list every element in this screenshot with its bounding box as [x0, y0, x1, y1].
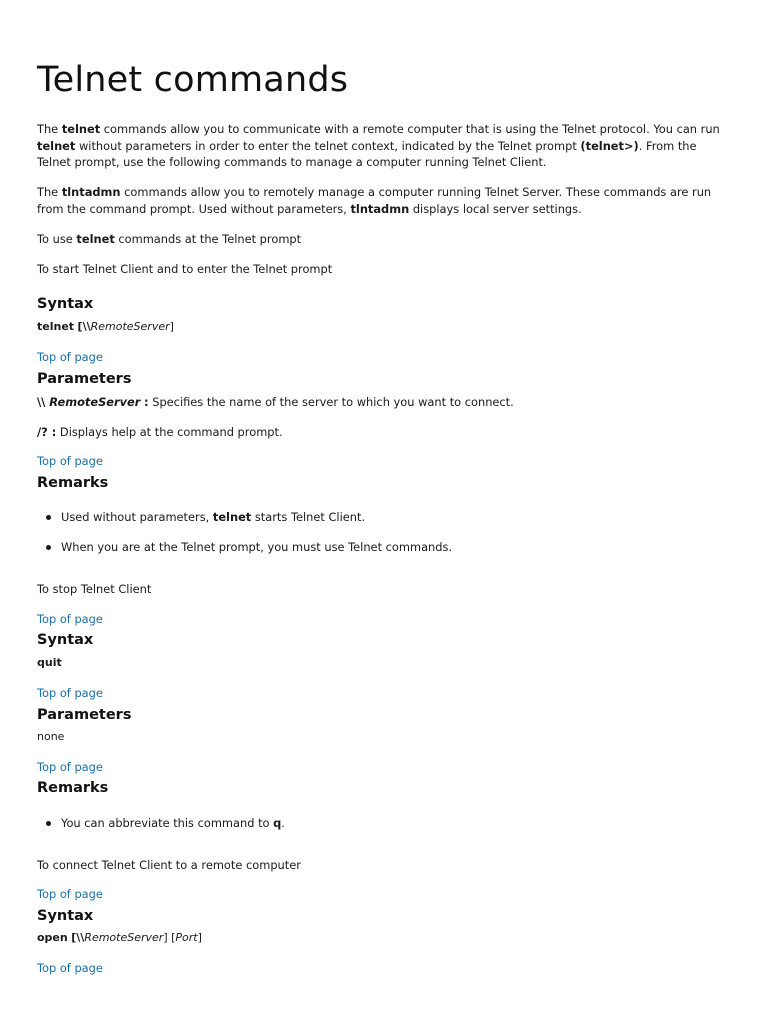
top-of-page-link[interactable]: Top of page: [37, 454, 103, 468]
remarks-heading: Remarks: [37, 475, 109, 491]
parameters-heading: Parameters: [37, 707, 132, 723]
syntax-heading: Syntax: [37, 632, 94, 648]
param-remote-server: \\ RemoteServer : Specifies the name of the server to which you want to connect.: [37, 395, 514, 409]
intro-use-telnet-commands: To use telnet commands at the Telnet prompt: [37, 232, 302, 246]
remark-list-item: Used without parameters, telnet starts Telnet Client.: [61, 510, 366, 524]
section-title-stop-client: To stop Telnet Client: [37, 582, 152, 596]
section-title-start-client: To start Telnet Client and to enter the Telnet prompt: [37, 262, 333, 276]
remarks-heading: Remarks: [37, 780, 109, 796]
section-title-connect: To connect Telnet Client to a remote computer: [37, 858, 301, 872]
remark-list-item: You can abbreviate this command to q.: [61, 816, 285, 830]
syntax-quit: quit: [37, 656, 62, 669]
parameters-heading: Parameters: [37, 371, 132, 387]
top-of-page-link[interactable]: Top of page: [37, 686, 103, 700]
top-of-page-link[interactable]: Top of page: [37, 887, 103, 901]
page-title: Telnet commands: [37, 60, 349, 100]
top-of-page-link[interactable]: Top of page: [37, 961, 103, 975]
top-of-page-link[interactable]: Top of page: [37, 612, 103, 626]
param-help: /? : Displays help at the command prompt.: [37, 425, 283, 439]
intro-paragraph-telnet: The telnet commands allow you to communicate with a remote computer that is using the Telnet protocol. You can run telnet without parameters in order to enter the telnet context, indicated by the Telnet prompt (telnet>). From the Telnet prompt, use the following commands to manage a computer running Telnet Client.: [37, 122, 720, 170]
intro-paragraph-tlntadmn: The tlntadmn commands allow you to remotely manage a computer running Telnet Server. These commands are run from the command prompt. Used without parameters, tlntadmn displays local server settings.: [37, 185, 712, 216]
syntax-heading: Syntax: [37, 296, 94, 312]
param-none: none: [37, 730, 65, 743]
remark-list-item: When you are at the Telnet prompt, you must use Telnet commands.: [61, 540, 453, 554]
top-of-page-link[interactable]: Top of page: [37, 350, 103, 364]
syntax-telnet: telnet [\\RemoteServer]: [37, 320, 174, 333]
syntax-open: open [\\RemoteServer] [Port]: [37, 931, 202, 944]
top-of-page-link[interactable]: Top of page: [37, 760, 103, 774]
syntax-heading: Syntax: [37, 908, 94, 924]
